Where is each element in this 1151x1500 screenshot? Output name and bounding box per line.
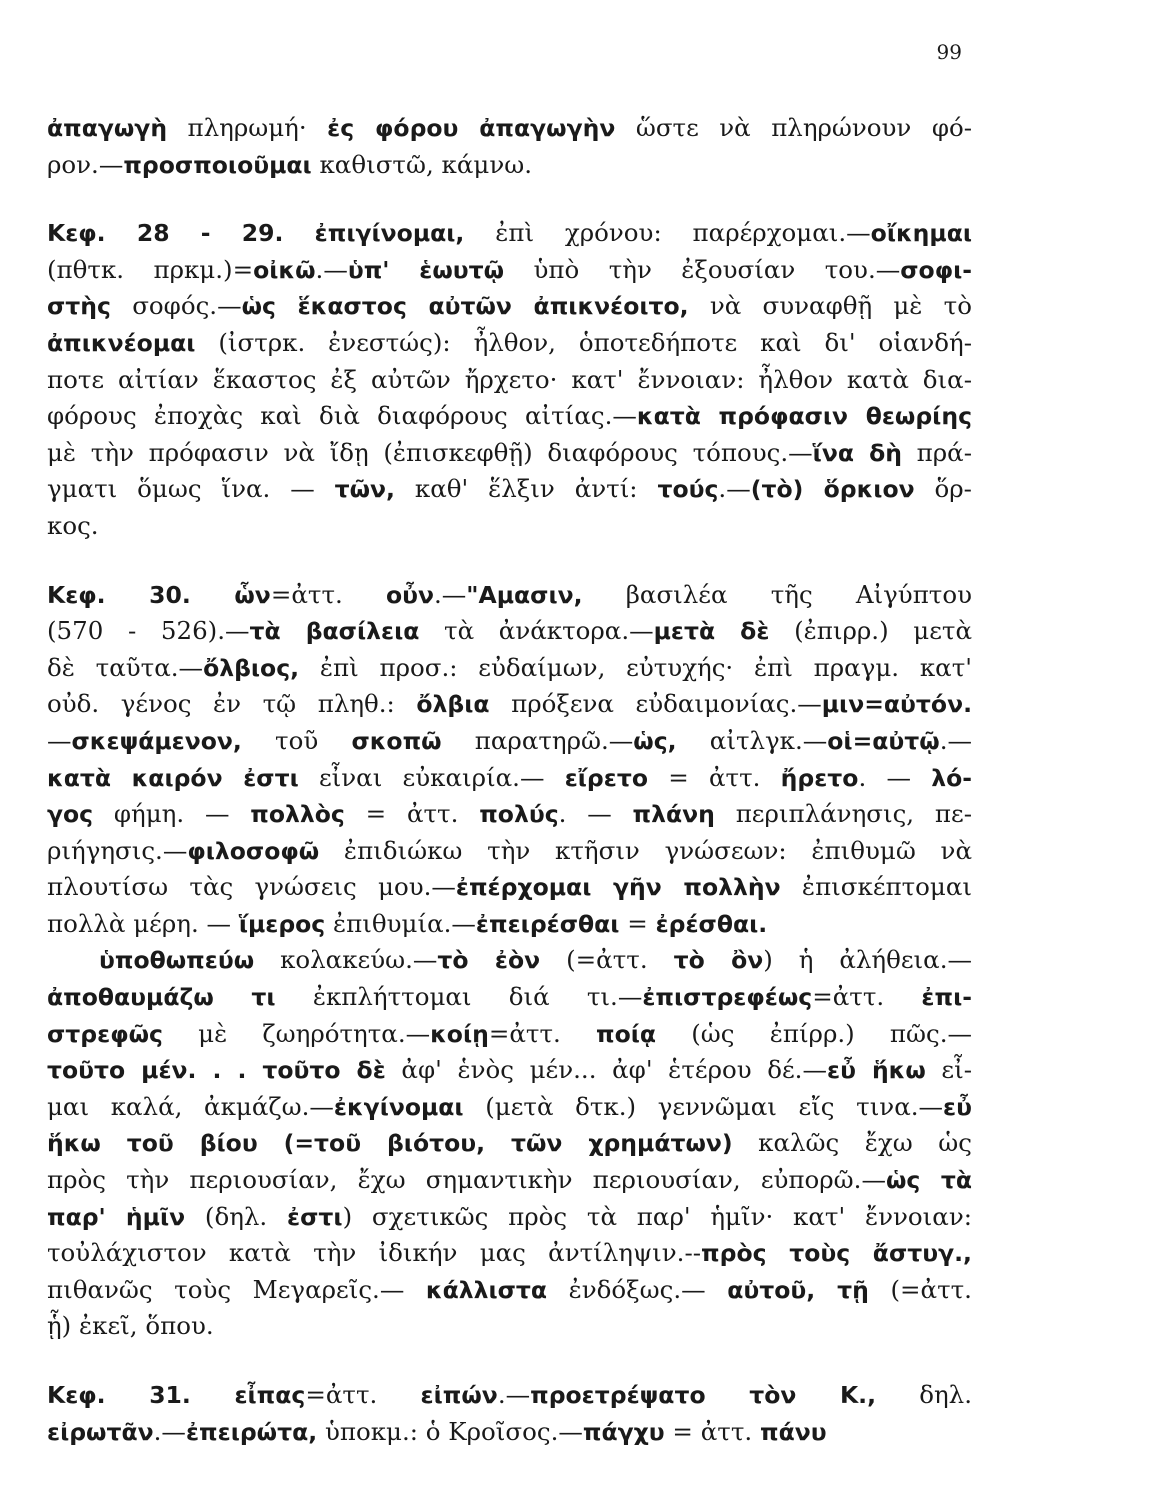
lemma-term: ὑποθωπεύω	[99, 946, 255, 975]
lemma-term: πλάνη	[632, 800, 715, 829]
text-line	[47, 471, 972, 508]
lemma-term: ἐς φόρου ἀπαγωγὴν	[327, 114, 616, 142]
gloss-text: ἀφ' ἑνὸς μέν... ἀφ' ἑτέρου δέ.—	[385, 1055, 827, 1085]
gloss-text: ) σχετικῶς πρὸς τὰ παρ' ἡμῖν· κατ' ἔννοιαν:	[342, 1201, 972, 1231]
gloss-text: .—	[315, 254, 348, 284]
gloss-text: τοῦ	[241, 725, 352, 755]
gloss-text: πλουτίσω τὰς γνώσεις μου.—	[47, 872, 456, 902]
lemma-term: κατὰ πρόφασιν θεωρίης	[636, 402, 972, 431]
gloss-text: οὐδ. γένος ἐν τῷ πληθ.:	[47, 689, 417, 719]
gloss-text: πιθανῶς τοὺς Μεγαρεῖς.—	[47, 1274, 426, 1304]
lemma-term: παρ' ἡμῖν	[47, 1202, 186, 1231]
gloss-text: τὰ ἀνάκτορα.—	[419, 616, 654, 646]
text-line	[47, 979, 972, 1016]
text-line	[47, 723, 972, 760]
gloss-text: ἐπισκέπτομαι	[780, 872, 972, 902]
lemma-term: ἵνα δὴ	[812, 438, 902, 467]
lemma-term: ἐπιστρεφέως	[642, 983, 813, 1012]
text-line	[47, 398, 972, 435]
lemma-term: οἱ=αὐτῷ	[827, 726, 940, 755]
lemma-term: αὐτοῦ, τῇ	[727, 1275, 869, 1304]
text-line	[47, 1162, 972, 1199]
text-line	[47, 325, 972, 362]
gloss-text: .—	[434, 579, 467, 609]
lemma-term: πρὸς τοὺς ἄστυγ.,	[701, 1239, 972, 1268]
gloss-text: ἐπὶ χρόνου: παρέρχομαι.—	[464, 218, 871, 248]
paragraph-gap	[47, 1345, 972, 1377]
text-line	[47, 760, 972, 797]
page-number: 99	[936, 40, 962, 64]
gloss-text: =ἀττ.	[305, 1380, 421, 1409]
lemma-term: κοίῃ	[430, 1019, 489, 1048]
lemma-term: προετρέψατο τὸν Κ.,	[530, 1381, 877, 1409]
gloss-text: (=ἀττ.	[540, 945, 674, 975]
lemma-term: ἥκω τοῦ βίου (=τοῦ βιότου, τῶν χρημάτων)	[47, 1129, 733, 1158]
lemma-term: οὖν	[385, 580, 434, 609]
text-line	[47, 252, 972, 289]
lemma-term: πολύς	[479, 800, 559, 829]
gloss-text: ριήγησις.—	[47, 835, 188, 865]
gloss-text: ᾗ) ἐκεῖ, ὅπου.	[47, 1311, 214, 1341]
text-line	[47, 869, 972, 906]
lemma-term: ὡς τὰ	[885, 1166, 972, 1195]
text-line	[47, 1016, 972, 1053]
lemma-term: Κεφ. 28 - 29. ἐπιγίνομαι,	[47, 219, 465, 248]
lemma-term: ὄλβια	[416, 690, 490, 719]
glossary-text	[47, 110, 972, 1450]
text-line	[47, 1125, 972, 1162]
gloss-text: (570 - 526).—	[47, 616, 250, 646]
lemma-term: πάγχυ	[582, 1417, 665, 1446]
lemma-term: τὰ βασίλεια	[249, 617, 420, 646]
gloss-text: (ἐπιρρ.) μετὰ	[769, 616, 972, 646]
gloss-text: καθ' ἕλξιν ἀντί:	[394, 474, 658, 504]
text-line	[47, 1089, 972, 1126]
gloss-text: νὰ συναφθῇ μὲ τὸ	[688, 291, 972, 321]
gloss-text: μὲ τὴν πρόφασιν νὰ ἴδῃ (ἐπισκεφθῇ) διαφόρους τόπους.—	[47, 437, 813, 467]
gloss-text: μαι καλά, ἀκμάζω.—	[47, 1091, 334, 1121]
gloss-text: δηλ.	[876, 1380, 972, 1409]
gloss-text: . —	[558, 799, 633, 829]
gloss-text: =ἀττ.	[488, 1018, 597, 1048]
lemma-term: λό-	[931, 763, 972, 792]
gloss-text: παρατηρῶ.—	[441, 725, 634, 755]
lemma-term: ἐπι-	[921, 983, 972, 1012]
lemma-term: στρεφῶς	[47, 1019, 163, 1048]
gloss-text: τοὐλάχιστον κατὰ τὴν ἰδικήν μας ἀντίληψιν.--	[47, 1238, 702, 1268]
text-line	[47, 1235, 972, 1272]
gloss-text: πληρωμή·	[167, 113, 328, 142]
lemma-term: ἀπικνέομαι	[47, 328, 196, 357]
text-line	[47, 833, 972, 870]
gloss-text: = ἀττ.	[344, 799, 480, 829]
paragraph-gap	[47, 545, 972, 577]
text-line	[47, 1377, 972, 1414]
gloss-text: ἐπιδιώκω τὴν κτῆσιν γνώσεων: ἐπιθυμῶ νὰ	[319, 835, 972, 865]
lemma-term: σοφι-	[900, 255, 972, 284]
lemma-term: κάλλιστα	[425, 1275, 548, 1304]
lemma-term: φιλοσοφῶ	[187, 836, 320, 865]
gloss-text: = ἀττ.	[647, 762, 781, 792]
lemma-term: "Αμασιν,	[466, 580, 583, 609]
gloss-text: αἰτλγκ.—	[676, 725, 828, 755]
lemma-term: σκοπῶ	[351, 726, 442, 755]
gloss-text: =	[619, 908, 656, 938]
gloss-text: δὲ ταῦτα.—	[47, 652, 204, 682]
lemma-term: τῶν,	[334, 475, 395, 504]
lemma-term: Κεφ. 30. ὧν	[47, 580, 271, 609]
lemma-term: στὴς	[47, 292, 111, 321]
lemma-term: ἀπαγωγὴ	[47, 114, 168, 142]
gloss-text: .—	[153, 1416, 186, 1446]
gloss-text: κολακεύω.—	[254, 945, 438, 975]
gloss-text: εἶναι εὐκαιρία.—	[298, 762, 565, 792]
gloss-text: (=ἀττ.	[868, 1274, 972, 1304]
lemma-term: ὑπ' ἑωυτῷ	[347, 255, 505, 284]
text-line	[47, 650, 972, 687]
lemma-term: οἰκῶ	[253, 255, 316, 284]
gloss-text: σοφός.—	[110, 291, 242, 321]
gloss-text: =ἀττ.	[270, 579, 386, 609]
gloss-text: ) ἡ ἀλήθεια.—	[763, 945, 972, 975]
lemma-term: ἐπέρχομαι γῆν πολλὴν	[455, 873, 781, 902]
gloss-text: ἐνδόξως.—	[547, 1274, 728, 1304]
gloss-text: (δηλ.	[185, 1201, 288, 1231]
lemma-term: ὡς ἕκαστος αὐτῶν ἀπικνέοιτο,	[241, 292, 689, 321]
gloss-text: μὲ ζωηρότητα.—	[162, 1018, 431, 1048]
text-line	[47, 215, 972, 252]
lemma-term: ἵμερος	[238, 909, 326, 938]
lemma-term: ἤρετο	[780, 763, 859, 792]
gloss-text: = ἀττ.	[664, 1416, 760, 1446]
gloss-text: βασιλέα τῆς Αἰγύπτου	[582, 579, 972, 609]
gloss-text: φόρους ἐποχὰς καὶ διὰ διαφόρους αἰτίας.—	[47, 401, 637, 431]
text-line	[47, 508, 972, 545]
lemma-term: ποίᾳ	[596, 1019, 657, 1048]
gloss-text: ἐκπλήττομαι διά τι.—	[275, 982, 643, 1012]
text-line	[47, 942, 972, 979]
gloss-text: ὑποκμ.: ὁ Κροῖσος.—	[317, 1416, 583, 1446]
text-line	[47, 613, 972, 650]
lemma-term: ἐπειρώτα,	[185, 1417, 318, 1446]
gloss-text: (ὡς ἐπίρρ.) πῶς.—	[656, 1018, 972, 1048]
lemma-term: κατὰ καιρόν ἐστι	[47, 763, 299, 792]
gloss-text: φήμη. —	[93, 799, 251, 829]
lemma-term: τοῦτο μέν. . . τοῦτο δὲ	[47, 1056, 386, 1085]
lemma-term: εἰρωτᾶν	[47, 1417, 154, 1446]
lemma-term: τούς	[657, 475, 719, 504]
lemma-term: ὡς,	[633, 726, 677, 755]
lemma-term: ἐκγίνομαι	[333, 1092, 464, 1121]
lemma-term: γος	[47, 800, 94, 829]
gloss-text: πρόξενα εὐδαιμονίας.—	[489, 689, 822, 719]
gloss-text: .—	[718, 474, 751, 504]
text-line	[47, 686, 972, 723]
lemma-term: (τὸ) ὅρκιον	[750, 475, 915, 504]
lemma-term: μετὰ δὲ	[653, 617, 770, 646]
gloss-text: καθιστῶ, κάμνω.	[311, 149, 532, 179]
gloss-text: (ἰστρκ. ἐνεστώς): ἦλθον, ὁποτεδήποτε καὶ δι' οἱανδή-	[195, 327, 972, 357]
gloss-text: .—	[497, 1380, 531, 1409]
text-line	[47, 147, 972, 184]
gloss-text: πρὸς τὴν περιουσίαν, ἔχω σημαντικὴν περιουσίαν, εὐπορῶ.—	[47, 1165, 886, 1195]
text-line	[47, 362, 972, 399]
gloss-text: ὥστε νὰ πληρώνουν φό-	[615, 113, 972, 142]
lemma-term: τὸ ἐὸν	[437, 946, 541, 975]
text-line	[47, 906, 972, 943]
lemma-term: μιν=αὐτόν.	[821, 690, 972, 719]
gloss-text: κος.	[47, 510, 99, 540]
text-line	[47, 1308, 972, 1345]
text-line	[47, 110, 972, 147]
text-line	[47, 1199, 972, 1236]
lemma-term: εἴρετο	[564, 763, 648, 792]
text-line	[47, 1414, 972, 1451]
lemma-term: τὸ ὂν	[673, 946, 764, 975]
lemma-term: πολλὸς	[250, 800, 345, 829]
gloss-text: ἐπιθυμία.—	[325, 908, 476, 938]
gloss-text: πρά-	[901, 437, 972, 467]
gloss-text: (πθτκ. πρκμ.)=	[47, 254, 254, 284]
gloss-text: . —	[858, 762, 932, 792]
lemma-term: ἐπειρέσθαι	[475, 909, 620, 938]
lemma-term: ἀποθαυμάζω τι	[47, 983, 276, 1012]
gloss-text: .—	[939, 725, 972, 755]
lemma-term: ἐρέσθαι.	[655, 909, 768, 938]
gloss-text: ὅρ-	[914, 474, 972, 504]
gloss-text: καλῶς ἔχω ὡς	[732, 1128, 972, 1158]
lemma-term: εἰπών	[420, 1381, 498, 1409]
gloss-text: ὑπὸ τὴν ἐξουσίαν του.—	[504, 254, 901, 284]
gloss-text: πολλὰ μέρη. —	[47, 908, 239, 938]
gloss-text: —	[47, 725, 72, 755]
lemma-term: Κεφ. 31. εἶπας	[47, 1381, 306, 1409]
text-line	[47, 577, 972, 614]
gloss-text: περιπλάνησις, πε-	[714, 799, 972, 829]
text-line	[47, 435, 972, 472]
text-line	[47, 796, 972, 833]
lemma-term: εὖ ἥκω	[826, 1056, 926, 1085]
gloss-text: ἐπὶ προσ.: εὐδαίμων, εὐτυχής· ἐπὶ πραγμ. κατ'	[299, 652, 972, 682]
lemma-term: ἐστι	[287, 1202, 343, 1231]
gloss-text: ποτε αἰτίαν ἕκαστος ἐξ αὐτῶν ἤρχετο· κατ' ἔννοιαν: ἦλθον κατὰ δια-	[47, 364, 972, 394]
gloss-text: =ἀττ.	[812, 982, 922, 1012]
gloss-text: γματι ὅμως ἵνα. —	[47, 474, 335, 504]
gloss-text: εἶ-	[925, 1055, 972, 1085]
text-line	[47, 1272, 972, 1309]
gloss-text: ρον.—	[47, 149, 124, 179]
lemma-term: σκεψάμενον,	[71, 726, 242, 755]
text-line	[47, 288, 972, 325]
lemma-term: οἴκημαι	[870, 219, 972, 248]
lemma-term: εὖ	[943, 1092, 972, 1121]
lemma-term: πάνυ	[759, 1417, 827, 1446]
lemma-term: ὄλβιος,	[203, 653, 300, 682]
paragraph-gap	[47, 183, 972, 215]
lemma-term: προσποιοῦμαι	[123, 150, 312, 179]
text-line	[47, 1052, 972, 1089]
gloss-text: (μετὰ δτκ.) γεννῶμαι εἴς τινα.—	[463, 1091, 944, 1121]
